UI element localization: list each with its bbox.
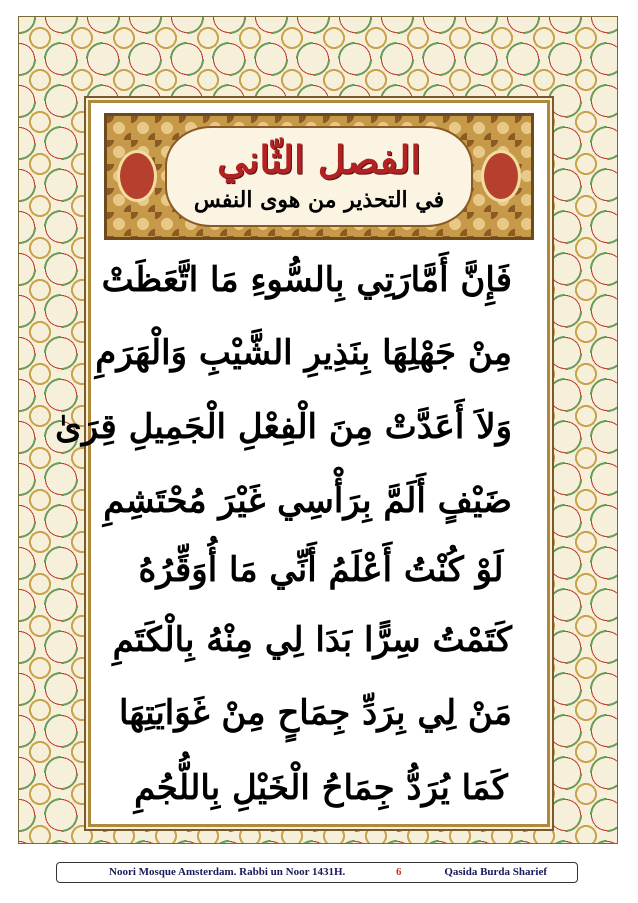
verse-line-5: لَوْ كُنْتُ أَعْلَمُ أَنِّي مَا أُوَقِّرُهُ: [138, 550, 504, 590]
verse-list: [55, 255, 512, 815]
verse-line-2: مِنْ جَهْلِهَا بِنَذِيرِ الشَّيْبِ وَالْهَرَمِ: [95, 333, 512, 373]
footer-source: Noori Mosque Amsterdam. Rabbi un Noor 1431H.: [109, 866, 346, 878]
verse-line-3: وَلاَ أَعَدَّتْ مِنَ الْفِعْلِ الْجَمِيلِ قِرَىٰ: [55, 407, 512, 447]
verse-line-4: ضَيْفٍ أَلَمَّ بِرَأْسِي غَيْرَ مُحْتَشِمِ: [103, 481, 512, 521]
chapter-subtitle: في التحذير من هوى النفس: [193, 187, 445, 214]
chapter-banner: [104, 113, 534, 240]
verse-line-8: كَمَا يُرَدُّ جِمَاحُ الْخَيْلِ بِاللُّجُمِ: [134, 768, 508, 808]
rosette-ornament-icon: [117, 150, 157, 202]
rosette-ornament-icon: [481, 150, 521, 202]
page-number: 6: [396, 866, 402, 878]
page-footer: [56, 862, 578, 883]
verse-line-6: كَتَمْتُ سِرًّا بَدَا لِي مِنْهُ بِالْكَتَمِ: [112, 620, 512, 660]
verse-line-1: فَإِنَّ أَمَّارَتِي بِالسُّوءِ مَا اتَّعَظَتْ: [101, 260, 512, 300]
banner-cartouche: [165, 126, 473, 227]
footer-title: Qasida Burda Sharief: [444, 866, 547, 878]
chapter-title: الفصل الثّاني: [217, 137, 421, 183]
verse-line-7: مَنْ لِي بِرَدِّ جِمَاحٍ مِنْ غَوَايَتِهَا: [119, 693, 512, 733]
